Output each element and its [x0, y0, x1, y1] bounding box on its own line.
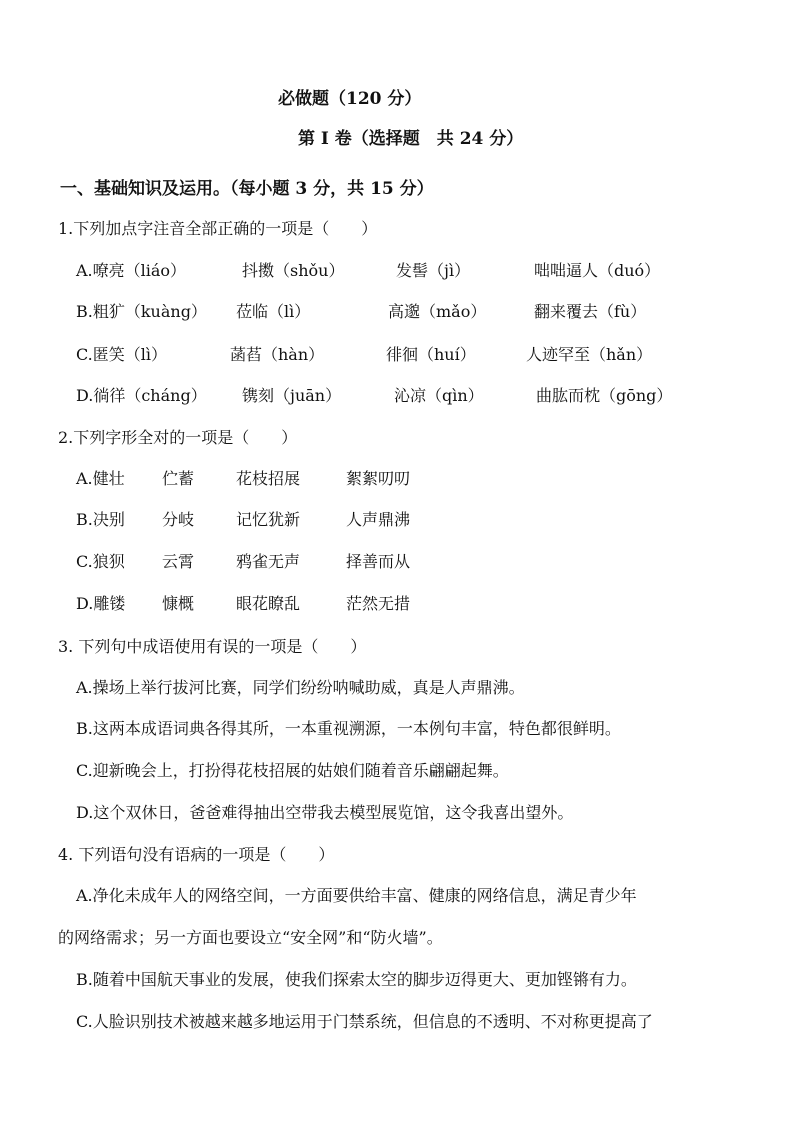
q1-b-item-2: 莅临（lì） [236, 302, 311, 321]
question-4-stem: 4. 下列语句没有语病的一项是（ ） [58, 845, 335, 864]
q4-option-b: B.随着中国航天事业的发展，使我们探索太空的脚步迈得更大、更加铿锵有力。 [76, 970, 637, 989]
q3-option-b: B.这两本成语词典各得其所，一本重视溯源，一本例句丰富，特色都很鲜明。 [76, 719, 621, 738]
q4-option-a-line-2: 的网络需求；另一方面也要设立“安全网”和“防火墙”。 [58, 928, 443, 947]
q2-a-item-1: A.健壮 [76, 469, 125, 488]
q1-d-item-1: D.徜徉（cháng） [76, 386, 207, 405]
paper-subtitle: 第 I 卷（选择题 共 24 分） [298, 129, 524, 149]
q2-b-item-4: 人声鼎沸 [346, 510, 411, 529]
q3-option-a: A.操场上举行拔河比赛，同学们纷纷呐喊助威，真是人声鼎沸。 [76, 678, 525, 697]
section-heading: 一、基础知识及运用。（每小题 3 分，共 15 分） [60, 179, 434, 199]
q2-a-item-4: 絮絮叨叨 [346, 469, 411, 488]
q1-b-item-4: 翻来覆去（fù） [534, 302, 647, 321]
q2-c-item-4: 择善而从 [346, 552, 411, 571]
page-title: 必做题（120 分） [278, 89, 422, 109]
q1-b-item-3: 高邈（mǎo） [388, 302, 487, 321]
q2-b-item-1: B.决别 [76, 510, 125, 529]
q1-a-item-4: 咄咄逼人（duó） [534, 261, 661, 280]
q2-a-item-3: 花枝招展 [236, 469, 301, 488]
q1-d-item-4: 曲肱而枕（gōng） [536, 386, 673, 405]
q4-option-a-line-1: A.净化未成年人的网络空间，一方面要供给丰富、健康的网络信息，满足青少年 [76, 886, 637, 905]
q2-b-item-2: 分岐 [162, 510, 195, 529]
q2-d-item-4: 茫然无措 [346, 594, 411, 613]
q1-c-item-2: 菡萏（hàn） [230, 345, 325, 364]
q2-c-item-3: 鸦雀无声 [236, 552, 301, 571]
question-1-stem: 1.下列加点字注音全部正确的一项是（ ） [58, 219, 378, 238]
q3-option-c: C.迎新晚会上，打扮得花枝招展的姑娘们随着音乐翩翩起舞。 [76, 761, 509, 780]
q2-a-item-2: 伫蓄 [162, 469, 195, 488]
q4-option-c: C.人脸识别技术被越来越多地运用于门禁系统，但信息的不透明、不对称更提高了 [76, 1012, 653, 1031]
question-3-stem: 3. 下列句中成语使用有误的一项是（ ） [58, 637, 367, 656]
q1-d-item-2: 镌刻（juān） [242, 386, 342, 405]
q2-d-item-3: 眼花瞭乱 [236, 594, 301, 613]
q2-d-item-2: 慷概 [162, 594, 195, 613]
q1-a-item-3: 发髻（jì） [396, 261, 471, 280]
q1-c-item-3: 徘徊（huí） [386, 345, 476, 364]
q2-c-item-2: 云霄 [162, 552, 195, 571]
q1-a-item-1: A.嘹亮（liáo） [76, 261, 187, 280]
question-2-stem: 2.下列字形全对的一项是（ ） [58, 428, 298, 447]
q1-a-item-2: 抖擞（shǒu） [242, 261, 345, 280]
q2-c-item-1: C.狼狈 [76, 552, 125, 571]
q1-b-item-1: B.粗犷（kuàng） [76, 302, 207, 321]
q1-c-item-1: C.匿笑（lì） [76, 345, 167, 364]
q2-b-item-3: 记忆犹新 [236, 510, 301, 529]
q1-d-item-3: 沁凉（qìn） [394, 386, 484, 405]
q2-d-item-1: D.雕镂 [76, 594, 126, 613]
q3-option-d: D.这个双休日，爸爸难得抽出空带我去模型展览馆，这令我喜出望外。 [76, 803, 574, 822]
q1-c-item-4: 人迹罕至（hǎn） [526, 345, 653, 364]
